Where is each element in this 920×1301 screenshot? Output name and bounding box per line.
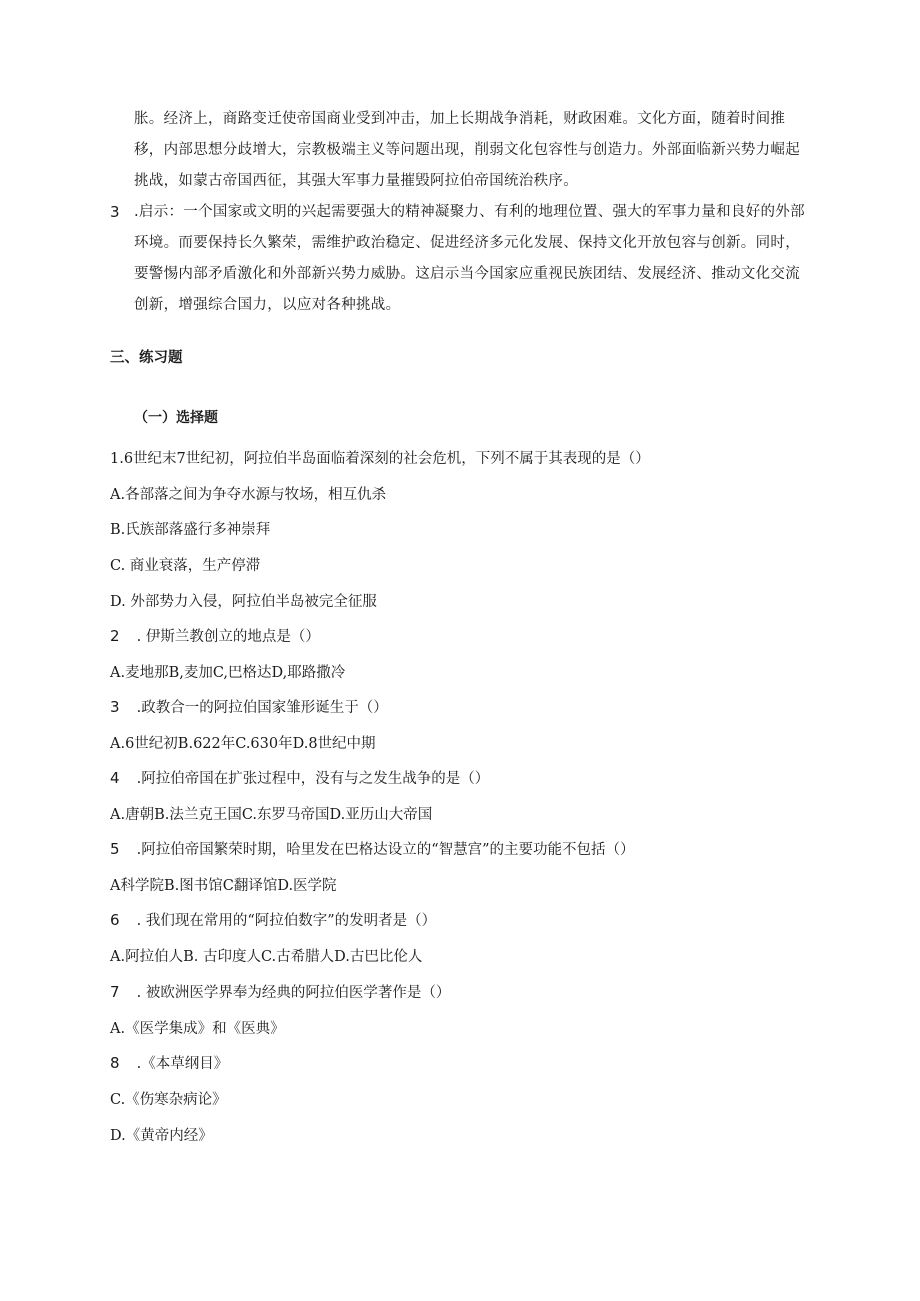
question-number: 8 (110, 1054, 120, 1072)
question-7-option-a: A.《医学集成》和《医典》 (110, 1021, 285, 1037)
question-1-option-d: D. 外部势力入侵，阿拉伯半岛被完全征服 (110, 594, 377, 610)
question-text: .政教合一的阿拉伯国家雏形诞生于（） (132, 700, 388, 716)
question-number: 6 (110, 911, 120, 929)
question-3 (110, 696, 388, 717)
question-text: . 我们现在常用的“阿拉伯数字”的发明者是（） (132, 913, 437, 929)
question-6-options: A.阿拉伯人B. 古印度人C.古希腊人D.古巴比伦人 (110, 949, 423, 965)
question-number: 4 (110, 769, 120, 787)
inspiration-text: .启示：一个国家或文明的兴起需要强大的精神凝聚力、有利的地理位置、强大的军事力量和良好的外部环境。而要保持长久繁荣，需维护政治稳定、促进经济多元化发展、保持文化开放包容与创新。同时，要警惕内部矛盾激化和外部新兴势力威胁。这启示当今国家应重视民族团结、发展经济、推动文化交流创新，增强综合国力，以应对各种挑战。 (134, 204, 805, 313)
question-5-options: A科学院B.图书馆C翻译馆D.医学院 (110, 878, 337, 894)
paragraph-number: 3 (110, 203, 120, 221)
question-8 (110, 1052, 228, 1073)
question-text: .阿拉伯帝国繁荣时期，哈里发在巴格达设立的“智慧宫”的主要功能不包括（） (132, 842, 635, 858)
intro-paragraph: 胀。经济上，商路变迁使帝国商业受到冲击，加上长期战争消耗，财政困难。文化方面，随着时间推移，内部思想分歧增大，宗教极端主义等问题出现，削弱文化包容性与创造力。外部面临新兴势力崛起挑战，如蒙古帝国西征，其强大军事力量摧毁阿拉伯帝国统治秩序。 (134, 111, 800, 189)
question-8-option-d: D.《黄帝内经》 (110, 1128, 213, 1144)
section-title: 三、练习题 (110, 350, 183, 366)
subsection-title: （一）选择题 (134, 410, 218, 426)
question-4 (110, 767, 489, 788)
question-3-options: A.6世纪初B.622年C.630年D.8世纪中期 (110, 736, 376, 752)
question-number: 3 (110, 698, 120, 716)
question-6 (110, 909, 436, 930)
question-number: 5 (110, 840, 120, 858)
question-text: . 伊斯兰教创立的地点是（） (132, 629, 320, 645)
question-5 (110, 838, 635, 859)
question-7 (110, 981, 450, 1002)
question-8-option-c: C.《伤寒杂病论》 (110, 1092, 227, 1108)
question-1-option-a: A.各部落之间为争夺水源与牧场，相互仇杀 (110, 487, 387, 503)
inspiration-paragraph (110, 197, 806, 313)
question-text: .《本草纲目》 (132, 1056, 229, 1072)
question-text: . 被欧洲医学界奉为经典的阿拉伯医学著作是（） (132, 985, 451, 1001)
question-2 (110, 625, 320, 646)
question-text: .阿拉伯帝国在扩张过程中，没有与之发生战争的是（） (132, 771, 490, 787)
question-2-options: A.麦地那B,麦加C,巴格达D,耶路撒冷 (110, 665, 346, 681)
question-number: 7 (110, 983, 120, 1001)
question-1-option-b: B.氏族部落盛行多神崇拜 (110, 522, 271, 538)
question-4-options: A.唐朝B.法兰克王国C.东罗马帝国D.亚历山大帝国 (110, 807, 433, 823)
question-number: 2 (110, 627, 120, 645)
question-1-option-c: C. 商业衰落，生产停滞 (110, 558, 261, 574)
question-1: 1.6世纪末7世纪初，阿拉伯半岛面临着深刻的社会危机，下列不属于其表现的是（） (110, 451, 650, 467)
